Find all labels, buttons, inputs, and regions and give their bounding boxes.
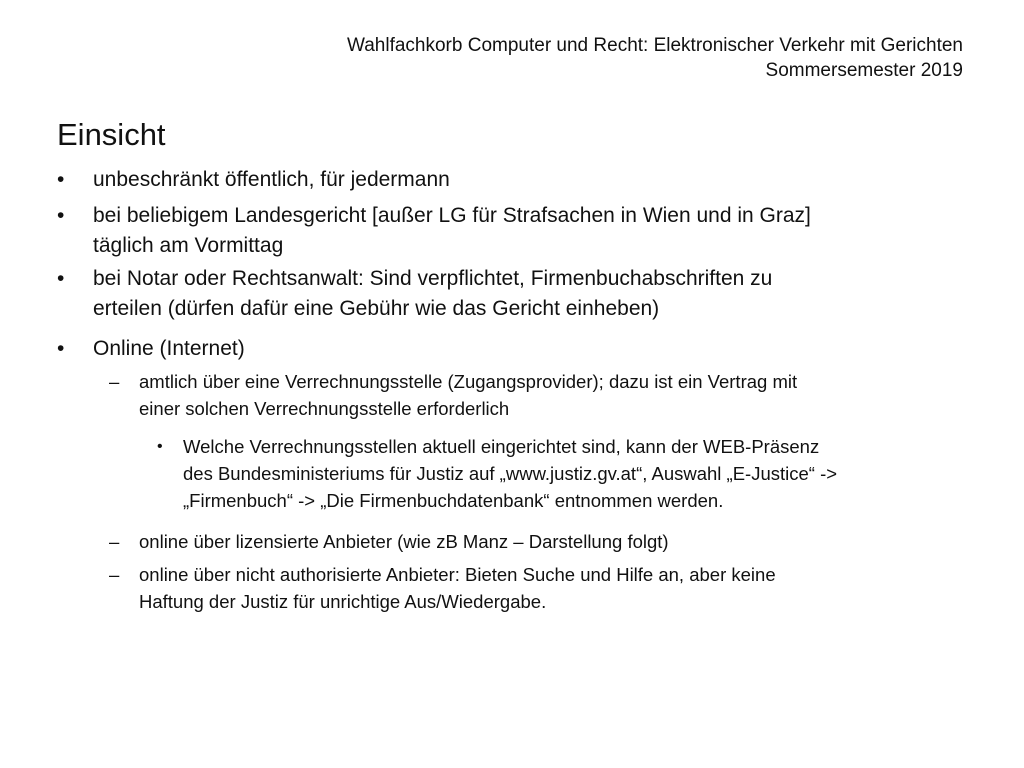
bullet-text <box>93 334 245 364</box>
bullet-item <box>57 201 997 261</box>
bullet-item <box>57 165 997 195</box>
dash-marker: – <box>109 564 120 585</box>
dash-marker: – <box>109 371 120 392</box>
sub-bullet-line: online über nicht authorisierte Anbieter: Bieten Suche und Hilfe an, aber keine <box>139 564 776 585</box>
bullet-text <box>93 264 772 324</box>
sub-bullet-line: einer solchen Verrechnungsstelle erforderlich <box>139 398 510 419</box>
header-semester: Sommersemester 2019 <box>765 60 963 81</box>
bullet-text <box>93 201 811 261</box>
sub-sub-bullet-line: „Firmenbuch“ -> „Die Firmenbuchdatenbank“ entnommen werden. <box>183 490 724 511</box>
header-course-title: Wahlfachkorb Computer und Recht: Elektronischer Verkehr mit Gerichten <box>346 35 963 56</box>
sub-bullet-item <box>109 561 989 615</box>
sub-bullet-text <box>139 528 669 555</box>
bullet-line: erteilen (dürfen dafür eine Gebühr wie das Gericht einheben) <box>93 297 660 320</box>
bullet-item <box>57 264 997 324</box>
bullet-line: bei beliebigem Landesgericht [außer LG für Strafsachen in Wien und in Graz] <box>93 204 811 227</box>
slide-title: Einsicht <box>57 117 166 152</box>
dash-marker: – <box>109 531 120 552</box>
sub-bullet-text <box>139 561 776 615</box>
bullet-marker: • <box>57 337 65 360</box>
sub-sub-bullet-text <box>183 433 837 514</box>
bullet-line: bei Notar oder Rechtsanwalt: Sind verpflichtet, Firmenbuchabschriften zu <box>93 267 773 290</box>
sub-bullet-line: Haftung der Justiz für unrichtige Aus/Wiedergabe. <box>139 591 547 612</box>
sub-sub-bullet-item <box>157 433 997 514</box>
bullet-marker: • <box>57 204 65 227</box>
sub-bullet-line: amtlich über eine Verrechnungsstelle (Zugangsprovider); dazu ist ein Vertrag mit <box>139 371 798 392</box>
slide-header <box>203 33 963 83</box>
bullet-marker: • <box>57 267 65 290</box>
bullet-item <box>57 334 997 364</box>
bullet-marker: • <box>57 168 65 191</box>
bullet-line: Online (Internet) <box>93 337 245 360</box>
sub-bullet-text <box>139 368 797 422</box>
sub-bullet-item <box>109 368 989 422</box>
sub-sub-bullet-line: Welche Verrechnungsstellen aktuell eingerichtet sind, kann der WEB-Präsenz <box>183 436 820 457</box>
bullet-text <box>93 165 450 195</box>
bullet-line: unbeschränkt öffentlich, für jedermann <box>93 168 450 191</box>
sub-bullet-item <box>109 528 989 555</box>
bullet-marker: • <box>157 438 163 455</box>
bullet-line: täglich am Vormittag <box>93 234 284 257</box>
sub-sub-bullet-line: des Bundesministeriums für Justiz auf „www.justiz.gv.at“, Auswahl „E-Justice“ -> <box>183 463 838 484</box>
sub-bullet-line: online über lizensierte Anbieter (wie zB Manz – Darstellung folgt) <box>139 531 669 552</box>
